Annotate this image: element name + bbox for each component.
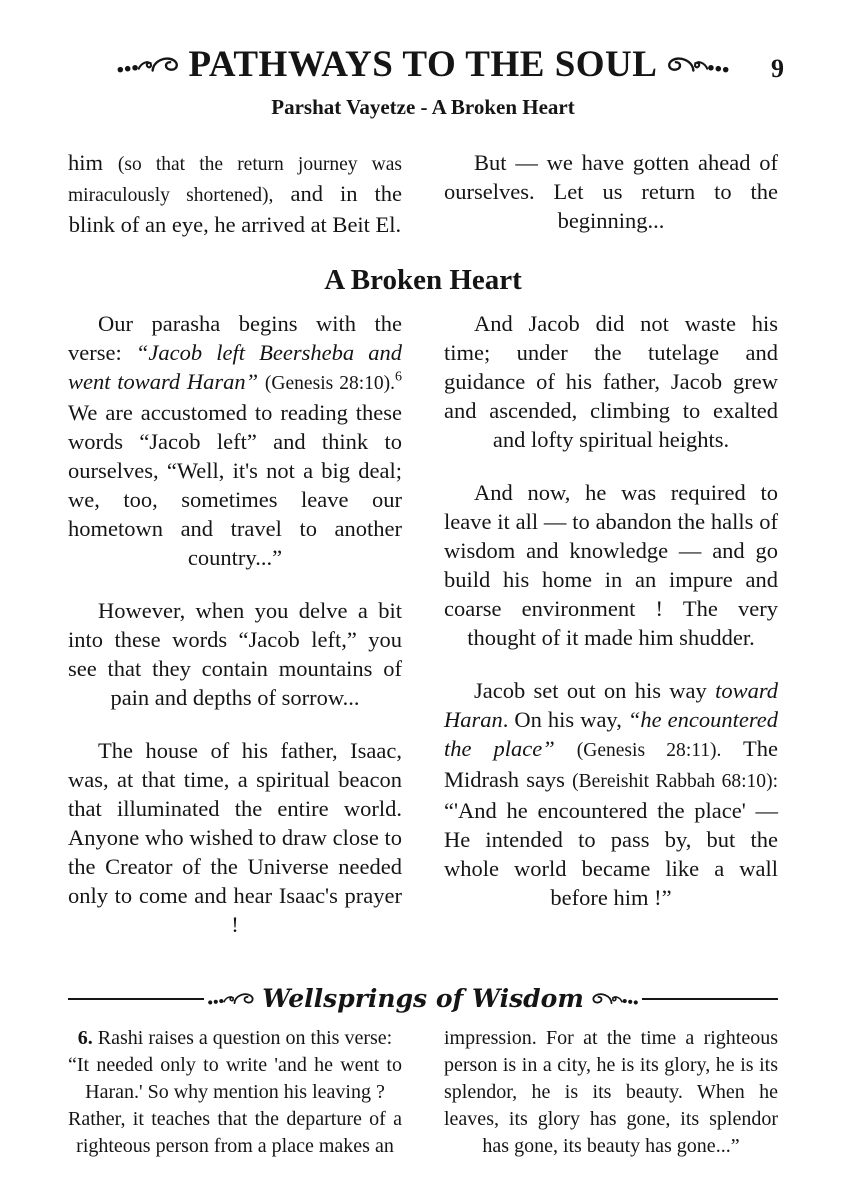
paragraph: And Jacob did not waste his time; under the tutelage and guidance of his father, Jacob grew and ascended, climbing to exalted and lofty spiritual heights. xyxy=(444,311,778,452)
book-title: PATHWAYS TO THE SOUL xyxy=(188,44,658,85)
flourish-right-icon xyxy=(665,53,731,77)
footnote-section-title: Wellsprings of Wisdom xyxy=(262,984,584,1013)
footnote-paragraph: 6. Rashi raises a question on this verse: xyxy=(77,1027,393,1049)
right-column xyxy=(444,309,778,963)
paragraph: Our parasha begins with the verse: “Jacob left Beersheba and went toward Haran” (Genesis 28:10).$^6$ We are accustomed to reading these words “Jacob left” and think to ourselves, “Well, it's not a big deal; we, too, sometimes leave our hometown and travel to another country...” xyxy=(68,311,402,570)
footnote-paragraph: impression. For at the time a righteous person is in a city, he is its glory, he is its splendor, he is its beauty. When he leaves, its glory has gone, its splendor has gone, its beauty has gone...” xyxy=(444,1027,778,1157)
paragraph: The house of his father, Isaac, was, at that time, a spiritual beacon that illuminated the entire world. Anyone who wished to draw close to the Creator of the Universe needed only to come and hear Isaac's prayer ! xyxy=(68,738,402,937)
paragraph: But — we have gotten ahead of ourselves. Let us return to the beginning... xyxy=(444,150,778,233)
page-header xyxy=(68,44,778,86)
main-columns xyxy=(68,309,778,963)
footnote-columns xyxy=(68,1025,778,1160)
section-heading: A Broken Heart xyxy=(324,264,522,296)
footnote-paragraph: Rather, it teaches that the departure of a righteous person from a place makes an xyxy=(68,1108,402,1157)
page-number: 9 xyxy=(771,54,784,83)
flourish-right-icon xyxy=(590,990,640,1008)
divider-rule-left xyxy=(68,998,204,1000)
paragraph: And now, he was required to leave it all — to abandon the halls of wisdom and knowledge — and go build his home in an impure and coarse environment ! The very thought of it made him shudder. xyxy=(444,480,778,650)
paragraph: him (so that the return journey was miraculously shortened), and in the blink of an eye, he arrived at Beit El. xyxy=(68,150,402,237)
flourish-left-icon xyxy=(206,990,256,1008)
left-column xyxy=(68,309,402,963)
paragraph: Jacob set out on his way toward Haran. On his way, “he encountered the place” (Genesis 28:11). The Midrash says (Bereishit Rabbah 68:10): “'And he encountered the place' — He intended to pass by, but the whole world became like a wall before him !” xyxy=(444,678,778,910)
divider-rule-right xyxy=(642,998,778,1000)
footnote-left-column xyxy=(68,1025,402,1160)
paragraph: However, when you delve a bit into these words “Jacob left,” you see that they contain mountains of pain and depths of sorrow... xyxy=(68,598,402,710)
intro-columns xyxy=(68,148,778,239)
footnote-right-column xyxy=(444,1025,778,1160)
footnote-divider xyxy=(68,981,778,1017)
chapter-subtitle: Parshat Vayetze - A Broken Heart xyxy=(271,95,575,119)
footnote-paragraph: “It needed only to write 'and he went to Haran.' So why mention his leaving ? xyxy=(68,1054,402,1103)
flourish-left-icon xyxy=(115,53,181,77)
